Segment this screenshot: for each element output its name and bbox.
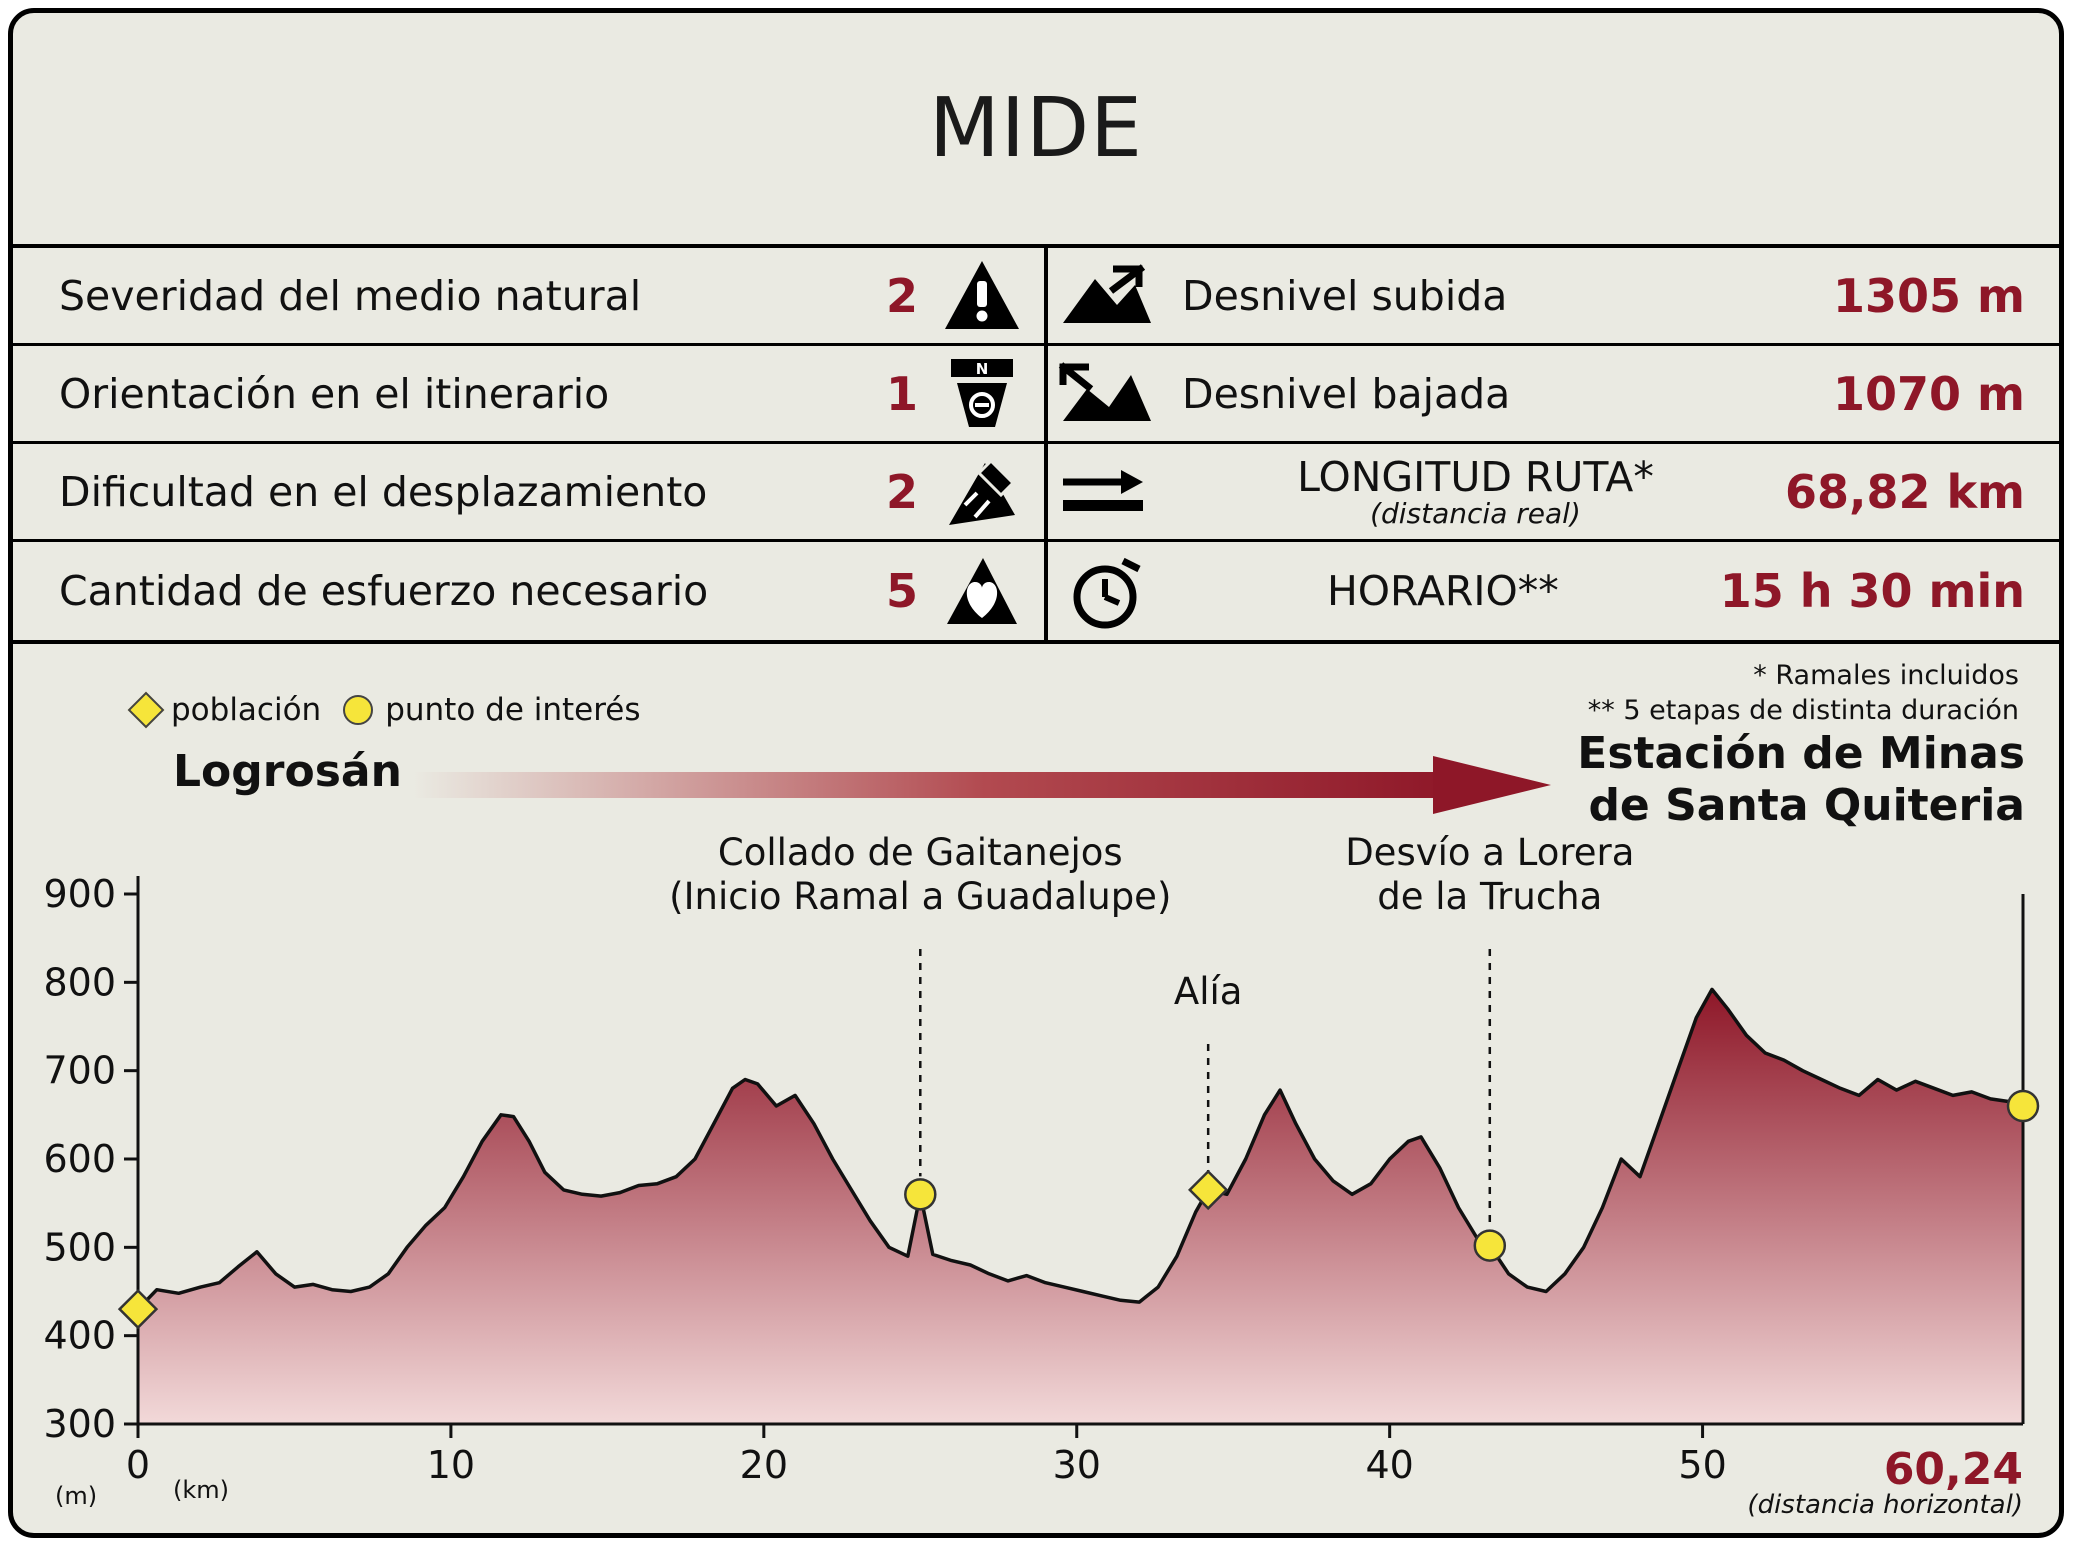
mide-table: [13, 248, 2059, 644]
svg-text:Alía: Alía: [1173, 970, 1243, 1013]
mide-card: [8, 8, 2064, 1538]
mide-value: 2: [885, 268, 918, 323]
footnote-1: * Ramales incluidos: [1753, 660, 2019, 691]
elevation-profile-section: [13, 644, 2059, 1524]
svg-text:de la Trucha: de la Trucha: [1377, 875, 1603, 918]
label-text: Desnivel bajada: [1182, 369, 1511, 418]
route-end-line2: de Santa Quiteria: [1588, 779, 2025, 831]
table-row: [13, 346, 1044, 444]
svg-text:Desvío a Lorera: Desvío a Lorera: [1345, 831, 1635, 874]
length-arrow-icon: [1048, 464, 1166, 520]
route-direction: [13, 728, 2059, 846]
mide-value: 68,82 km: [1784, 464, 2025, 519]
svg-text:0: 0: [125, 1443, 151, 1487]
poi-marker-icon: [343, 695, 373, 725]
difficulty-icon: [934, 453, 1044, 531]
direction-arrow-icon: [413, 754, 1553, 816]
table-row: [13, 248, 1044, 346]
svg-text:50: 50: [1678, 1443, 1727, 1487]
table-row: [1048, 444, 2059, 542]
svg-text:900: 900: [43, 872, 116, 916]
legend-label: punto de interés: [385, 692, 641, 728]
route-start-label: Logrosán: [173, 746, 402, 797]
svg-text:N: N: [975, 359, 989, 378]
mide-value: 15 h 30 min: [1719, 564, 2025, 618]
legend-item-poblacion: [133, 692, 321, 728]
legend-label: población: [171, 692, 322, 728]
svg-text:700: 700: [43, 1048, 116, 1093]
y-axis-unit: (m): [55, 1482, 98, 1510]
svg-text:Collado de Gaitanejos: Collado de Gaitanejos: [717, 831, 1123, 874]
orientation-icon: [934, 355, 1044, 433]
horizontal-distance-note: (distancia horizontal): [1747, 1490, 2023, 1520]
svg-text:800: 800: [43, 960, 116, 1005]
mide-label: [1166, 272, 1833, 320]
mide-label: Cantidad de esfuerzo necesario: [59, 567, 709, 615]
svg-text:20: 20: [739, 1443, 789, 1487]
profile-chart: [13, 831, 2059, 1514]
route-end-line1: Estación de Minas: [1577, 728, 2025, 779]
poi-marker-icon: [2008, 1091, 2038, 1121]
mide-value: 2: [885, 464, 918, 519]
mide-label: [1166, 370, 1833, 418]
chart-canvas: [13, 831, 2059, 1514]
chart-legend: [133, 692, 641, 728]
mide-label: Orientación en el itinerario: [59, 369, 610, 418]
svg-text:60,24: 60,24: [1883, 1444, 2023, 1495]
descent-icon: [1048, 363, 1166, 425]
svg-text:40: 40: [1365, 1443, 1414, 1487]
svg-text:600: 600: [43, 1137, 116, 1181]
footnotes: [1588, 658, 2019, 728]
table-row: [13, 444, 1044, 542]
svg-text:400: 400: [43, 1313, 116, 1358]
svg-text:10: 10: [426, 1443, 476, 1487]
mide-label: Dificultad en el desplazamiento: [59, 467, 708, 516]
page-title: MIDE: [929, 81, 1143, 176]
mide-value: 1305 m: [1833, 268, 2025, 323]
svg-text:500: 500: [43, 1225, 116, 1270]
poi-marker-icon: [1475, 1231, 1505, 1261]
label-text: LONGITUD RUTA*: [1297, 453, 1654, 501]
effort-icon: [934, 552, 1044, 630]
table-row: [13, 542, 1044, 640]
mide-value: 1070 m: [1833, 366, 2025, 421]
mide-label: Severidad del medio natural: [59, 271, 642, 320]
label-subtext: (distancia real): [1370, 497, 1581, 530]
route-end-label: [1577, 728, 2025, 832]
mide-label: [1166, 567, 1720, 615]
mide-label: [1166, 453, 1785, 530]
table-row: [1048, 248, 2059, 346]
mide-value: 5: [885, 564, 918, 618]
stopwatch-icon: [1048, 551, 1166, 631]
x-axis-unit: (km): [173, 1476, 230, 1504]
svg-text:30: 30: [1052, 1443, 1101, 1487]
ascent-icon: [1048, 265, 1166, 327]
legend-item-poi: [343, 692, 640, 728]
mide-left-column: [13, 248, 1048, 640]
poi-marker-icon: [905, 1179, 935, 1209]
mide-right-column: [1048, 248, 2059, 640]
label-text: Desnivel subida: [1182, 271, 1508, 320]
table-row: [1048, 346, 2059, 444]
table-row: [1048, 542, 2059, 640]
poblacion-marker-icon: [128, 692, 165, 729]
mide-value: 1: [885, 366, 918, 421]
svg-text:(Inicio Ramal a Guadalupe): (Inicio Ramal a Guadalupe): [669, 875, 1172, 918]
severity-icon: [934, 259, 1044, 333]
footnote-2: ** 5 etapas de distinta duración: [1587, 695, 2019, 727]
svg-text:300: 300: [43, 1402, 116, 1446]
label-text: HORARIO**: [1326, 567, 1559, 615]
title-bar: [13, 13, 2059, 248]
